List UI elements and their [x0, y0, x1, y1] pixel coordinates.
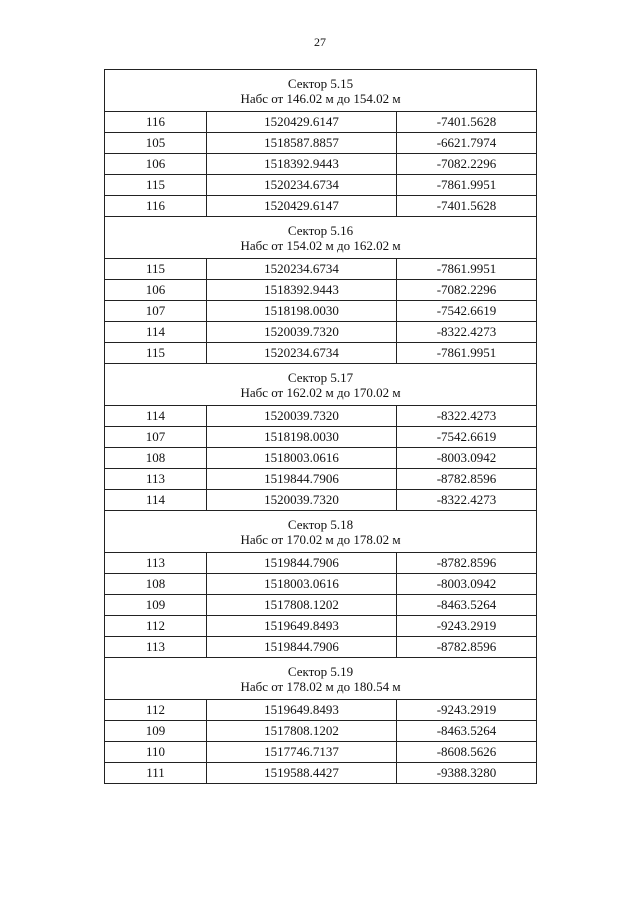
- y-coordinate-cell: -8322.4273: [397, 322, 537, 343]
- table-row: [105, 637, 537, 658]
- table-row: [105, 112, 537, 133]
- sector-header-row: [105, 511, 537, 553]
- table-row: [105, 616, 537, 637]
- y-coordinate-cell: -8003.0942: [397, 448, 537, 469]
- point-number-cell: 106: [105, 280, 207, 301]
- table-row: [105, 763, 537, 784]
- point-number-cell: 114: [105, 490, 207, 511]
- table-row: [105, 154, 537, 175]
- table-row: [105, 553, 537, 574]
- y-coordinate-cell: -7542.6619: [397, 427, 537, 448]
- table-row: [105, 280, 537, 301]
- y-coordinate-cell: -8782.8596: [397, 637, 537, 658]
- table-row: [105, 427, 537, 448]
- point-number-cell: 109: [105, 721, 207, 742]
- x-coordinate-cell: 1519844.7906: [207, 553, 397, 574]
- table-row: [105, 469, 537, 490]
- x-coordinate-cell: 1518392.9443: [207, 154, 397, 175]
- x-coordinate-cell: 1518587.8857: [207, 133, 397, 154]
- point-number-cell: 116: [105, 112, 207, 133]
- y-coordinate-cell: -8322.4273: [397, 406, 537, 427]
- point-number-cell: 113: [105, 637, 207, 658]
- point-number-cell: 114: [105, 406, 207, 427]
- point-number-cell: 114: [105, 322, 207, 343]
- sector-header: [105, 364, 537, 406]
- y-coordinate-cell: -8463.5264: [397, 721, 537, 742]
- point-number-cell: 115: [105, 175, 207, 196]
- y-coordinate-cell: -7861.9951: [397, 343, 537, 364]
- x-coordinate-cell: 1519844.7906: [207, 637, 397, 658]
- point-number-cell: 115: [105, 343, 207, 364]
- x-coordinate-cell: 1517808.1202: [207, 595, 397, 616]
- y-coordinate-cell: -9243.2919: [397, 700, 537, 721]
- x-coordinate-cell: 1520039.7320: [207, 322, 397, 343]
- sector-height-range: Набс от 146.02 м до 154.02 м: [240, 90, 401, 106]
- table-row: [105, 490, 537, 511]
- sector-header-row: [105, 217, 537, 259]
- point-number-cell: 112: [105, 616, 207, 637]
- sector-header: [105, 511, 537, 553]
- table-row: [105, 574, 537, 595]
- sector-header-row: [105, 70, 537, 112]
- point-number-cell: 113: [105, 553, 207, 574]
- table-row: [105, 196, 537, 217]
- point-number-cell: 111: [105, 763, 207, 784]
- point-number-cell: 105: [105, 133, 207, 154]
- table-row: [105, 700, 537, 721]
- sector-header-row: [105, 364, 537, 406]
- sector-title: Сектор 5.15: [287, 75, 354, 91]
- x-coordinate-cell: 1518198.0030: [207, 427, 397, 448]
- y-coordinate-cell: -9388.3280: [397, 763, 537, 784]
- x-coordinate-cell: 1520429.6147: [207, 196, 397, 217]
- x-coordinate-cell: 1518392.9443: [207, 280, 397, 301]
- table-row: [105, 742, 537, 763]
- table-row: [105, 322, 537, 343]
- x-coordinate-cell: 1519844.7906: [207, 469, 397, 490]
- x-coordinate-cell: 1517746.7137: [207, 742, 397, 763]
- page-number: 27: [314, 35, 326, 49]
- x-coordinate-cell: 1518198.0030: [207, 301, 397, 322]
- point-number-cell: 108: [105, 574, 207, 595]
- x-coordinate-cell: 1520039.7320: [207, 406, 397, 427]
- x-coordinate-cell: 1518003.0616: [207, 448, 397, 469]
- point-number-cell: 115: [105, 259, 207, 280]
- table-row: [105, 259, 537, 280]
- x-coordinate-cell: 1518003.0616: [207, 574, 397, 595]
- y-coordinate-cell: -7861.9951: [397, 259, 537, 280]
- point-number-cell: 116: [105, 196, 207, 217]
- x-coordinate-cell: 1519649.8493: [207, 700, 397, 721]
- y-coordinate-cell: -7401.5628: [397, 196, 537, 217]
- point-number-cell: 112: [105, 700, 207, 721]
- point-number-cell: 108: [105, 448, 207, 469]
- y-coordinate-cell: -7082.2296: [397, 280, 537, 301]
- sector-header: [105, 70, 537, 112]
- sector-height-range: Набс от 170.02 м до 178.02 м: [240, 531, 401, 547]
- sector-header: [105, 217, 537, 259]
- table-row: [105, 721, 537, 742]
- y-coordinate-cell: -8782.8596: [397, 553, 537, 574]
- y-coordinate-cell: -8322.4273: [397, 490, 537, 511]
- x-coordinate-cell: 1520429.6147: [207, 112, 397, 133]
- point-number-cell: 113: [105, 469, 207, 490]
- y-coordinate-cell: -7861.9951: [397, 175, 537, 196]
- sector-title: Сектор 5.16: [287, 222, 354, 238]
- x-coordinate-cell: 1520234.6734: [207, 175, 397, 196]
- x-coordinate-cell: 1517808.1202: [207, 721, 397, 742]
- y-coordinate-cell: -8782.8596: [397, 469, 537, 490]
- x-coordinate-cell: 1520234.6734: [207, 343, 397, 364]
- y-coordinate-cell: -7542.6619: [397, 301, 537, 322]
- table-row: [105, 448, 537, 469]
- sector-height-range: Набс от 162.02 м до 170.02 м: [240, 384, 401, 400]
- table-row: [105, 343, 537, 364]
- x-coordinate-cell: 1519588.4427: [207, 763, 397, 784]
- point-number-cell: 109: [105, 595, 207, 616]
- y-coordinate-cell: -8003.0942: [397, 574, 537, 595]
- sector-header: [105, 658, 537, 700]
- y-coordinate-cell: -8608.5626: [397, 742, 537, 763]
- sector-title: Сектор 5.19: [287, 663, 354, 679]
- sector-title: Сектор 5.18: [287, 516, 354, 532]
- y-coordinate-cell: -8463.5264: [397, 595, 537, 616]
- x-coordinate-cell: 1520039.7320: [207, 490, 397, 511]
- point-number-cell: 110: [105, 742, 207, 763]
- table-row: [105, 406, 537, 427]
- x-coordinate-cell: 1519649.8493: [207, 616, 397, 637]
- point-number-cell: 106: [105, 154, 207, 175]
- y-coordinate-cell: -9243.2919: [397, 616, 537, 637]
- sector-height-range: Набс от 154.02 м до 162.02 м: [240, 237, 401, 253]
- sector-height-range: Набс от 178.02 м до 180.54 м: [240, 678, 401, 694]
- coordinates-table: [104, 69, 537, 784]
- table-body: [105, 70, 537, 784]
- point-number-cell: 107: [105, 427, 207, 448]
- table-row: [105, 595, 537, 616]
- table-row: [105, 301, 537, 322]
- point-number-cell: 107: [105, 301, 207, 322]
- y-coordinate-cell: -6621.7974: [397, 133, 537, 154]
- table-row: [105, 133, 537, 154]
- y-coordinate-cell: -7401.5628: [397, 112, 537, 133]
- x-coordinate-cell: 1520234.6734: [207, 259, 397, 280]
- table-row: [105, 175, 537, 196]
- y-coordinate-cell: -7082.2296: [397, 154, 537, 175]
- sector-header-row: [105, 658, 537, 700]
- sector-title: Сектор 5.17: [287, 369, 354, 385]
